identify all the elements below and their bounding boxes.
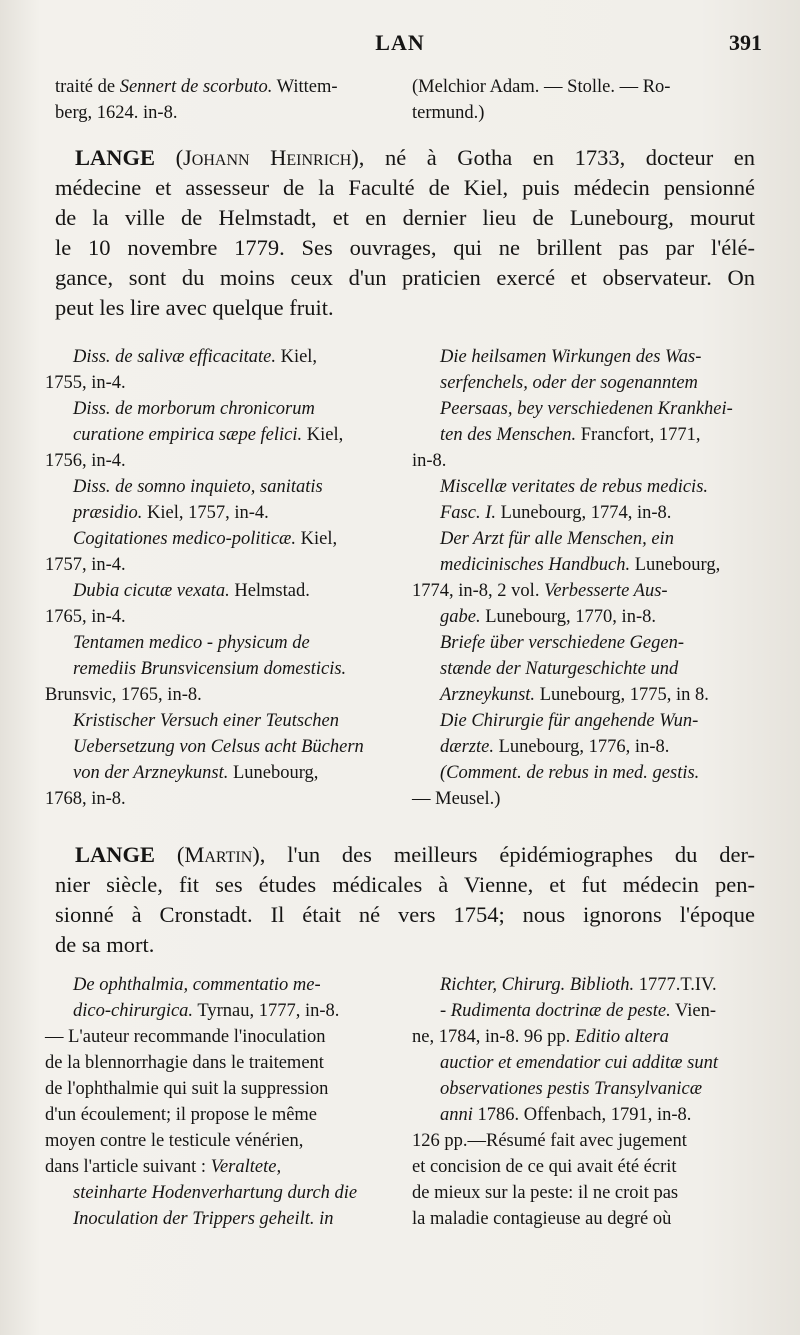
text-line: le 10 novembre 1779. Ses ouvrages, qui ne brillent pas par l'élé-	[55, 235, 755, 260]
text-line: traité de Sennert de scorbuto. Wittem-	[55, 77, 338, 97]
text-line: Die Chirurgie für angehende Wun-	[440, 711, 699, 731]
top-right-continuation	[412, 74, 757, 126]
page-number: 391	[729, 30, 762, 55]
text-line: in-8.	[412, 451, 447, 471]
text-line: 1765, in-4.	[45, 607, 126, 627]
text-line: la maladie contagieuse au degré où	[412, 1209, 672, 1229]
text-line: 126 pp.—Résumé fait avec jugement	[412, 1131, 687, 1151]
text-line: moyen contre le testicule vénérien,	[45, 1131, 304, 1151]
text-line: Diss. de morborum chronicorum	[73, 399, 315, 419]
text-line: anni 1786. Offenbach, 1791, in-8.	[440, 1105, 692, 1125]
text-line: Fasc. I. Lunebourg, 1774, in-8.	[440, 503, 672, 523]
text-line: Dubia cicutæ vexata. Helmstad.	[73, 581, 310, 601]
text-line: Miscellæ veritates de rebus medicis.	[440, 477, 709, 497]
text-line: (Comment. de rebus in med. gestis.	[440, 763, 700, 783]
works-list-1-left	[45, 344, 390, 812]
text-line: serfenchels, oder der sogenanntem	[440, 373, 698, 393]
entry-given-name: (Martin),	[176, 842, 266, 867]
text-line: 1774, in-8, 2 vol. Verbesserte Aus-	[412, 581, 668, 601]
text-line: 1757, in-4.	[45, 555, 126, 575]
text-line: médecine et assesseur de la Faculté de Kiel, puis médecin pensionné	[55, 175, 755, 200]
works-list-2-right	[412, 972, 757, 1232]
text-line: de l'ophthalmie qui suit la suppression	[45, 1079, 329, 1099]
text-line: auctior et emendatior cui additæ sunt	[440, 1053, 718, 1073]
text-line: Richter, Chirurg. Biblioth. 1777.T.IV.	[440, 975, 717, 995]
text-line: peut les lire avec quelque fruit.	[55, 295, 334, 320]
works-list-2-left	[45, 972, 390, 1232]
text-line: Arzneykunst. Lunebourg, 1775, in 8.	[440, 685, 709, 705]
text-line: Tentamen medico - physicum de	[73, 633, 310, 653]
text-line: ten des Menschen. Francfort, 1771,	[440, 425, 701, 445]
text-line: medicinisches Handbuch. Lunebourg,	[440, 555, 721, 575]
text-line: 1756, in-4.	[45, 451, 126, 471]
text-line: Uebersetzung von Celsus acht Büchern	[73, 737, 364, 757]
text-line: dans l'article suivant : Veraltete,	[45, 1157, 282, 1177]
text-line: Briefe über verschiedene Gegen-	[440, 633, 684, 653]
text-line: dærzte. Lunebourg, 1776, in-8.	[440, 737, 670, 757]
text-line: termund.)	[412, 103, 485, 123]
text-line: Der Arzt für alle Menschen, ein	[440, 529, 674, 549]
running-head-title: LAN	[375, 30, 425, 55]
text-line: gance, sont du moins ceux d'un praticien exercé et observateur. On	[55, 265, 755, 290]
entry-name: LANGE	[75, 145, 156, 170]
text-line: Diss. de salivæ efficacitate. Kiel,	[73, 347, 318, 367]
text-line: de la ville de Helmstadt, et en dernier lieu de Lunebourg, mourut	[55, 205, 755, 230]
text-line: sionné à Cronstadt. Il était né vers 1754; nous ignorons l'époque	[55, 902, 755, 927]
text-line: Kristischer Versuch einer Teutschen	[73, 711, 340, 731]
top-left-continuation	[55, 74, 385, 126]
text-line: nier siècle, fit ses études médicales à Vienne, et fut médecin pen-	[55, 872, 755, 897]
text-line: dico-chirurgica. Tyrnau, 1777, in-8.	[73, 1001, 340, 1021]
text-line: berg, 1624. in-8.	[55, 103, 178, 123]
text-line: (Melchior Adam. — Stolle. — Ro-	[412, 77, 671, 97]
text-line: observationes pestis Transylvanicæ	[440, 1079, 703, 1099]
text-line: de la blennorrhagie dans le traitement	[45, 1053, 324, 1073]
text-line: d'un écoulement; il propose le même	[45, 1105, 318, 1125]
works-list-1-right	[412, 344, 757, 812]
text-line: remediis Brunsvicensium domesticis.	[73, 659, 347, 679]
text-line: 1755, in-4.	[45, 373, 126, 393]
text-line: De ophthalmia, commentatio me-	[73, 975, 321, 995]
text-line: — Meusel.)	[412, 789, 501, 809]
text-line: steinharte Hodenverhartung durch die	[73, 1183, 358, 1203]
text-line: - Rudimenta doctrinæ de peste. Vien-	[440, 1001, 717, 1021]
text-line: et concision de ce qui avait été écrit	[412, 1157, 677, 1177]
text-line: ne, 1784, in-8. 96 pp. Editio altera	[412, 1027, 669, 1047]
text-line: Cogitationes medico-politicæ. Kiel,	[73, 529, 338, 549]
entry-given-name: (Johann Heinrich),	[175, 145, 365, 170]
text-line: de sa mort.	[55, 932, 155, 957]
text-line: LANGE (Johann Heinrich), né à Gotha en 1733, docteur en	[75, 145, 755, 170]
running-header	[0, 30, 800, 62]
text-line: — L'auteur recommande l'inoculation	[45, 1027, 326, 1047]
text-line: von der Arzneykunst. Lunebourg,	[73, 763, 319, 783]
text-line: Diss. de somno inquieto, sanitatis	[73, 477, 323, 497]
text-line: Die heilsamen Wirkungen des Was-	[440, 347, 702, 367]
text-line: Brunsvic, 1765, in-8.	[45, 685, 202, 705]
text-line: curatione empirica sæpe felici. Kiel,	[73, 425, 344, 445]
text-line: Peersaas, bey verschiedenen Krankhei-	[440, 399, 733, 419]
text-line: gabe. Lunebourg, 1770, in-8.	[440, 607, 656, 627]
entry-lange-martin	[55, 840, 755, 960]
text-line: 1768, in-8.	[45, 789, 126, 809]
text-line: de mieux sur la peste: il ne croit pas	[412, 1183, 679, 1203]
text-line: LANGE (Martin), l'un des meilleurs épidémiographes du der-	[75, 842, 755, 867]
entry-name: LANGE	[75, 842, 156, 867]
entry-lange-johann-heinrich	[55, 143, 755, 323]
text-line: præsidio. Kiel, 1757, in-4.	[73, 503, 269, 523]
text-line: stænde der Naturgeschichte und	[440, 659, 679, 679]
text-line: Inoculation der Trippers geheilt. in	[73, 1209, 334, 1229]
